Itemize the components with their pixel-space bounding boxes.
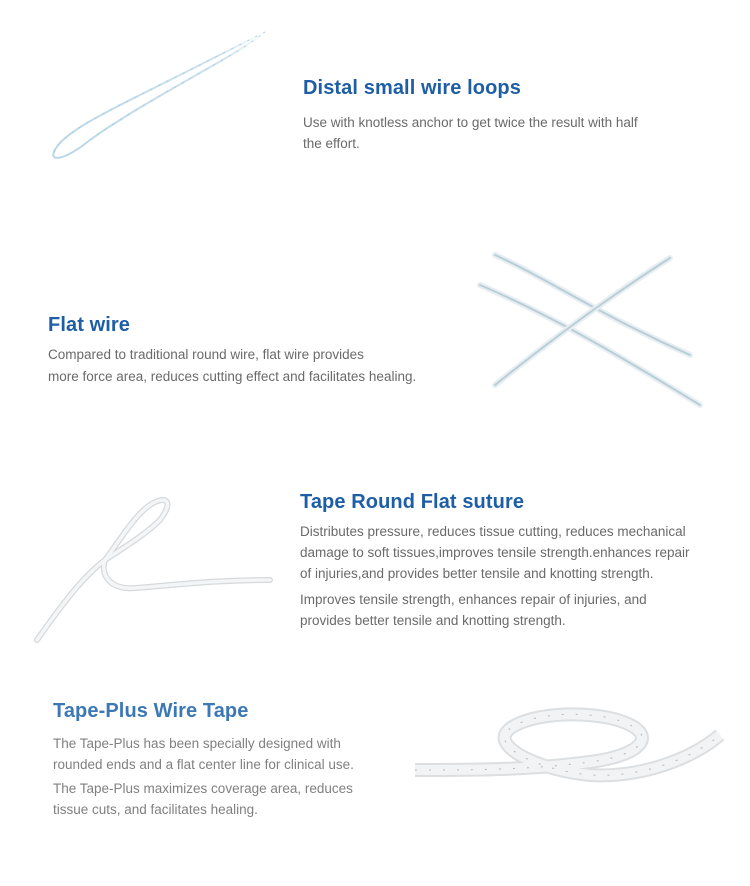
section-text-line: tissue cuts, and facilitates healing. [53, 802, 258, 817]
section-text-line: The Tape-Plus maximizes coverage area, reduces [53, 781, 353, 796]
section-text-line: of injuries,and provides better tensile and knotting strength. [300, 566, 654, 581]
section-text-line: The Tape-Plus has been specially designed with [53, 736, 341, 751]
section-title-tape-round-flat-suture: Tape Round Flat suture [300, 491, 525, 513]
section-title-distal-wire-loops: Distal small wire loops [303, 77, 521, 99]
section-text-line: Improves tensile strength, enhances repair of injuries, and [300, 592, 647, 607]
section-text-line: Distributes pressure, reduces tissue cutting, reduces mechanical [300, 524, 686, 539]
section-title-tape-plus-wire-tape: Tape-Plus Wire Tape [53, 700, 249, 722]
section-text-line: damage to soft tissues,improves tensile strength.enhances repair [300, 545, 690, 560]
section-text-line: Compared to traditional round wire, flat wire provides [48, 347, 364, 362]
tape-suture-image [25, 480, 285, 650]
section-title-flat-wire: Flat wire [48, 314, 131, 336]
section-text-line: more force area, reduces cutting effect and facilitates healing. [48, 369, 417, 384]
wire-loop-image [30, 20, 280, 170]
crossed-flat-wire-image [460, 240, 720, 420]
section-text-line: Use with knotless anchor to get twice the result with half [303, 115, 638, 130]
braided-tape-image [410, 690, 730, 810]
section-text-line: rounded ends and a flat center line for clinical use. [53, 757, 354, 772]
section-text-line: the effort. [303, 136, 360, 151]
section-text-line: provides better tensile and knotting strength. [300, 613, 566, 628]
